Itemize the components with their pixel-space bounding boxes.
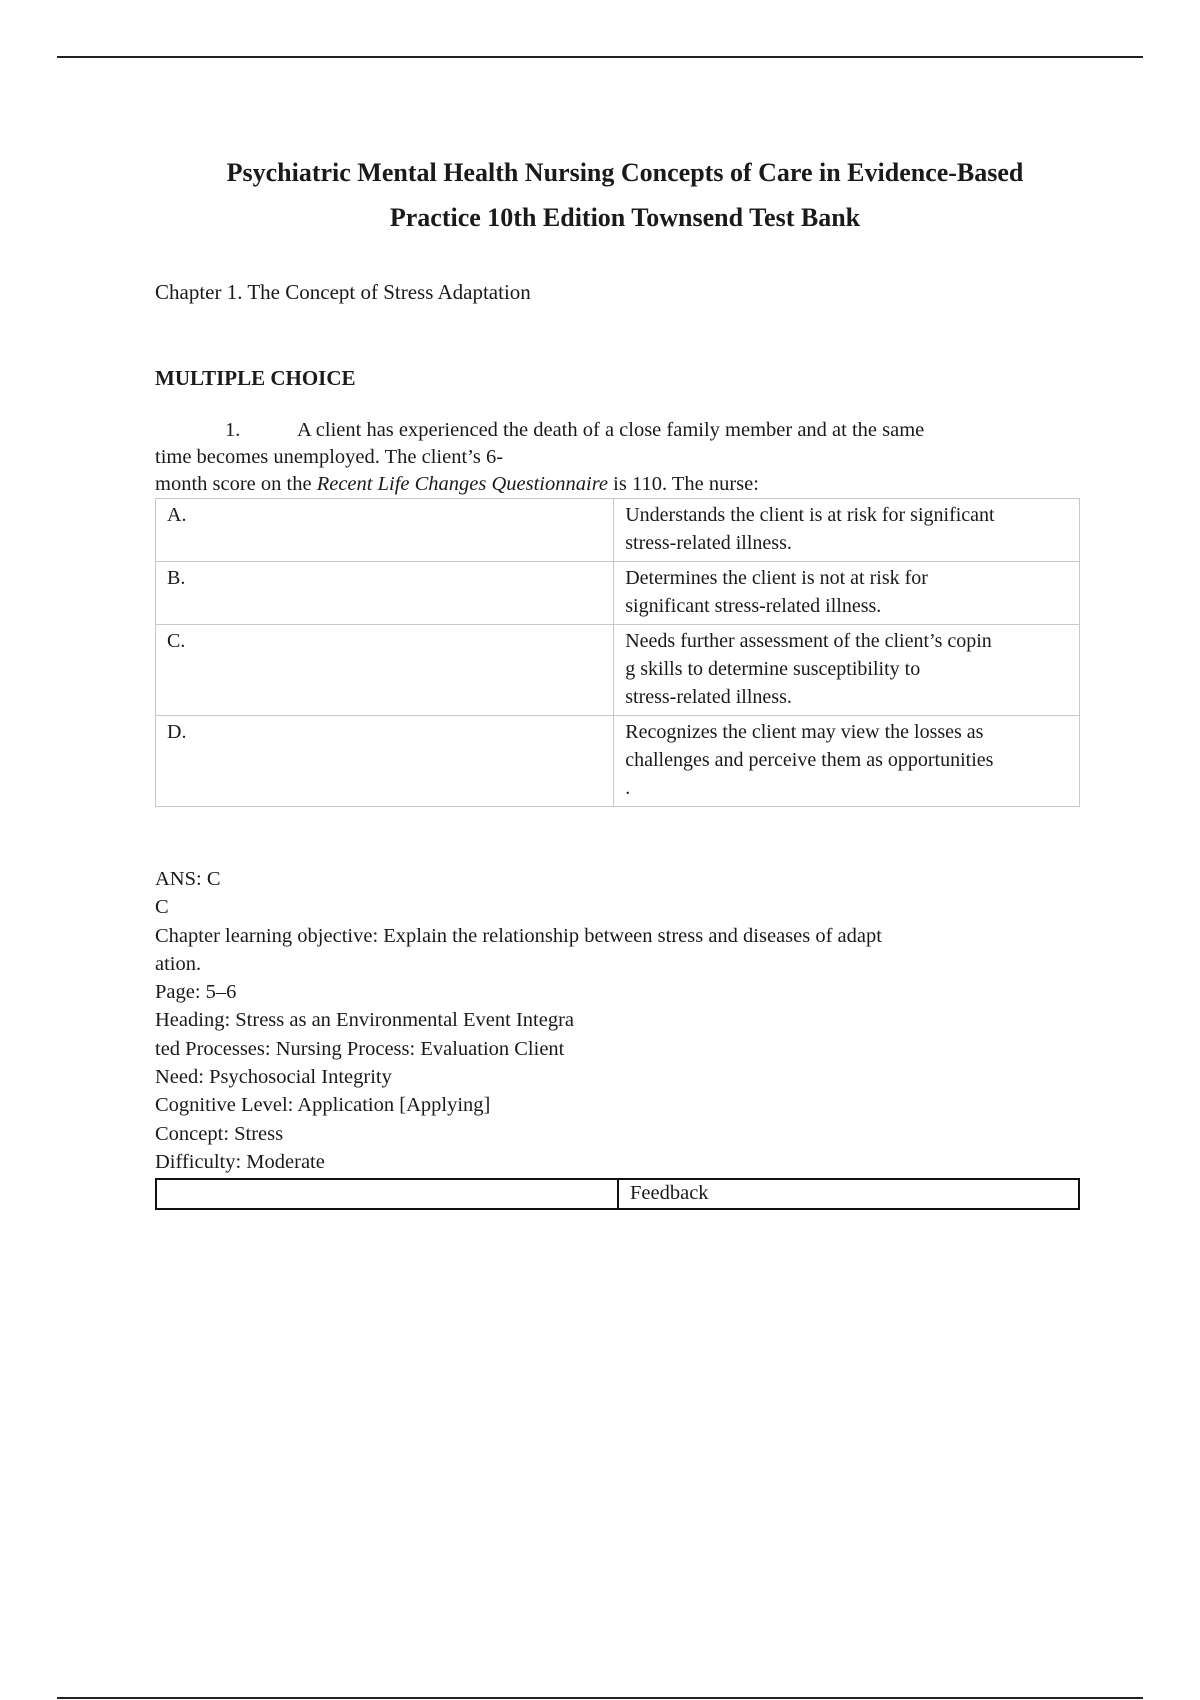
option-row-d <box>156 716 1080 807</box>
feedback-header: Feedback <box>618 1179 1079 1209</box>
title-line-1: Psychiatric Mental Health Nursing Concepts of Care in Evidence-Based <box>226 158 1024 187</box>
learning-objective-line-1: Chapter learning objective: Explain the relationship between stress and diseases of adapt <box>155 924 882 947</box>
option-text-line: Needs further assessment of the client’s copin <box>625 630 992 652</box>
stem-text-before: month score on the <box>155 473 317 495</box>
answer-options-table <box>155 498 1080 807</box>
question-stem-line-3 <box>155 471 1080 498</box>
option-text <box>614 562 1080 625</box>
option-row-b <box>156 562 1080 625</box>
top-rule <box>57 56 1143 58</box>
heading-line-1: Heading: Stress as an Environmental Event Integra <box>155 1009 574 1032</box>
chapter-heading: Chapter 1. The Concept of Stress Adaptation <box>155 280 531 304</box>
stem-text-after: is 110. The nurse: <box>608 473 759 495</box>
option-text-line: challenges and perceive them as opportunities <box>625 749 994 771</box>
option-text <box>614 499 1080 562</box>
option-text-line: Recognizes the client may view the losses as <box>625 721 984 743</box>
option-text-line: significant stress-related illness. <box>625 595 882 617</box>
option-row-c <box>156 625 1080 716</box>
page-content <box>155 150 1080 1210</box>
option-text-line: . <box>625 777 631 799</box>
answer-letter: C <box>155 896 169 919</box>
option-text-line: stress-related illness. <box>625 532 792 554</box>
cognitive-level: Cognitive Level: Application [Applying] <box>155 1094 491 1117</box>
feedback-header-row <box>156 1179 1079 1209</box>
section-heading: MULTIPLE CHOICE <box>155 366 356 390</box>
title-line-2: Practice 10th Edition Townsend Test Bank <box>389 203 861 232</box>
question-stem-line-1: A client has experienced the death of a close family member and at the same <box>297 419 925 441</box>
option-letter: A. <box>156 499 614 562</box>
option-text-line: Determines the client is not at risk for <box>625 567 928 589</box>
bottom-rule <box>57 1697 1143 1699</box>
question-stem-line-2: time becomes unemployed. The client’s 6- <box>155 446 504 468</box>
feedback-blank-cell <box>156 1179 618 1209</box>
question-number: 1. <box>225 419 241 441</box>
difficulty: Difficulty: Moderate <box>155 1150 325 1173</box>
client-need: Need: Psychosocial Integrity <box>155 1066 392 1089</box>
answer-label: ANS: C <box>155 868 221 890</box>
questionnaire-title: Recent Life Changes Questionnaire <box>316 473 609 495</box>
option-text <box>614 625 1080 716</box>
answer-rationale <box>155 865 1080 1176</box>
option-letter: D. <box>156 716 614 807</box>
page-reference: Page: 5–6 <box>155 981 237 1004</box>
option-row-a <box>156 499 1080 562</box>
question-stem <box>155 416 1080 498</box>
option-text-line: g skills to determine susceptibility to <box>625 658 921 680</box>
option-text-line: Understands the client is at risk for significant <box>625 504 995 526</box>
concept: Concept: Stress <box>155 1122 284 1145</box>
option-text <box>614 716 1080 807</box>
option-text-line: stress-related illness. <box>625 686 792 708</box>
document-title <box>155 150 1080 240</box>
option-letter: B. <box>156 562 614 625</box>
learning-objective-line-2: ation. <box>155 952 202 975</box>
feedback-table <box>155 1178 1080 1210</box>
heading-line-2: ted Processes: Nursing Process: Evaluation Client <box>155 1037 565 1060</box>
option-letter: C. <box>156 625 614 716</box>
